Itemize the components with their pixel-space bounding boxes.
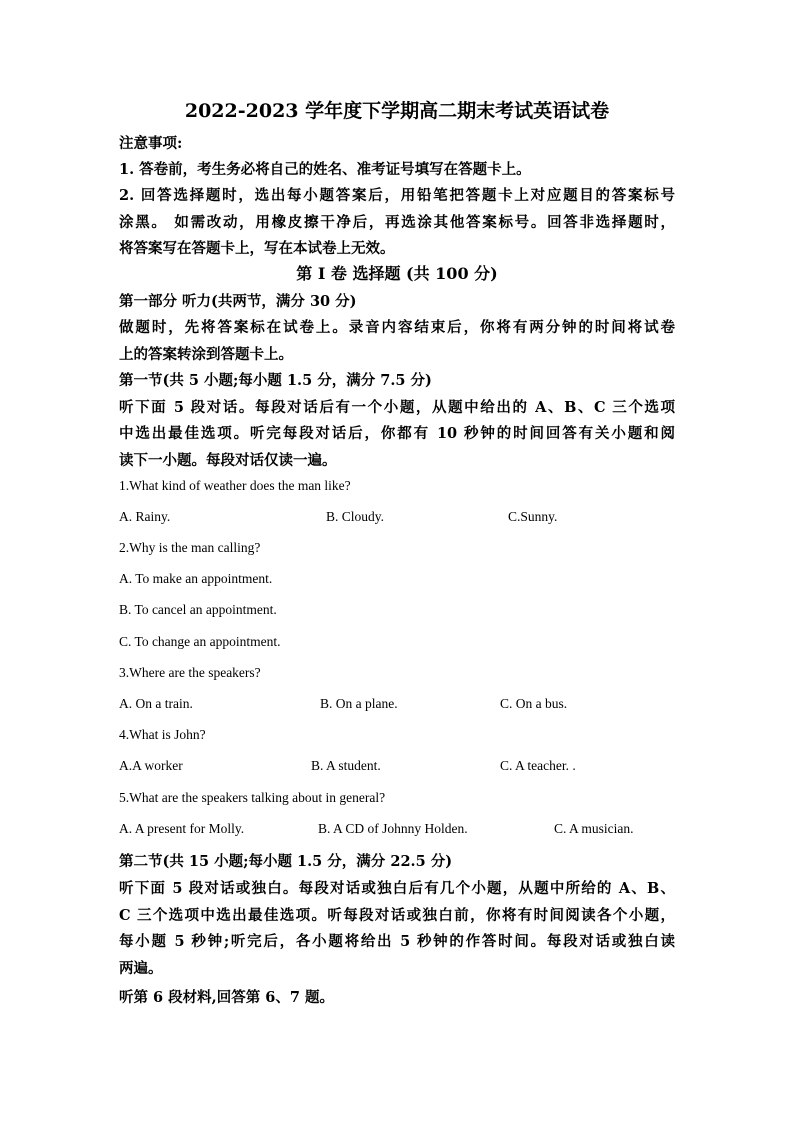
question-stem: 2.Why is the man calling? <box>119 540 261 555</box>
part1-instruction-1: 做题时，先将答案标在试卷上。录音内容结束后，你将有两分钟的时间将试卷 <box>119 319 675 336</box>
question-option: A. Rainy. <box>119 509 171 524</box>
part1-instruction-2: 上的答案转涂到答题卡上。 <box>119 346 293 363</box>
question-stem: 1.What kind of weather does the man like? <box>119 478 351 493</box>
question-option: B. A student. <box>311 758 381 773</box>
volume-heading: 第 Ⅰ 卷 选择题 (共 100 分) <box>296 264 498 283</box>
question-option: A. A present for Molly. <box>119 821 245 836</box>
question-option: B. On a plane. <box>320 696 398 711</box>
section2-instruction-2: C 三个选项中选出最佳选项。听每段对话或独白前，你将有时间阅读各个小题， <box>119 907 675 924</box>
notice-item-2-line-2: 涂黑。 如需改动，用橡皮擦干净后，再选涂其他答案标号。回答非选择题时， <box>119 214 675 231</box>
section1-heading: 第一节(共 5 小题;每小题 1.5 分，满分 7.5 分) <box>119 372 432 389</box>
section1-instruction-2: 中选出最佳选项。听完每段对话后，你都有 10 秒钟的时间回答有关小题和阅 <box>119 425 675 442</box>
notice-heading: 注意事项: <box>119 135 183 152</box>
question-stem: 5.What are the speakers talking about in general? <box>119 790 386 805</box>
section2-heading: 第二节(共 15 小题;每小题 1.5 分，满分 22.5 分) <box>119 853 453 870</box>
question-option: C.Sunny. <box>508 509 558 524</box>
notice-item-2-line-1: 2. 回答选择题时，选出每小题答案后，用铅笔把答题卡上对应题目的答案标号 <box>119 187 675 204</box>
section2-subheading: 听第 6 段材料,回答第 6、7 题。 <box>119 989 335 1006</box>
section2-instruction-1: 听下面 5 段对话或独白。每段对话或独白后有几个小题，从题中所给的 A、B、 <box>119 880 675 897</box>
question-option: C. A teacher. . <box>500 758 576 773</box>
section2-instruction-3: 每小题 5 秒钟;听完后，各小题将给出 5 秒钟的作答时间。每段对话或独白读 <box>119 933 675 950</box>
question-option: A.A worker <box>119 758 183 773</box>
section2-instruction-4: 两遍。 <box>119 960 163 977</box>
exam-title: 2022-2023 学年度下学期高二期末考试英语试卷 <box>184 100 610 122</box>
question-option: C. To change an appointment. <box>119 634 281 649</box>
notice-item-1: 1. 答卷前，考生务必将自己的姓名、准考证号填写在答题卡上。 <box>119 161 531 178</box>
section1-instruction-3: 读下一小题。每段对话仅读一遍。 <box>119 452 337 469</box>
part1-heading: 第一部分 听力(共两节，满分 30 分) <box>119 293 357 310</box>
question-option: A. On a train. <box>119 696 193 711</box>
question-option: B. Cloudy. <box>326 509 385 524</box>
question-option: C. A musician. <box>554 821 634 836</box>
question-option: B. To cancel an appointment. <box>119 602 277 617</box>
question-stem: 3.Where are the speakers? <box>119 665 261 680</box>
section1-instruction-1: 听下面 5 段对话。每段对话后有一个小题，从题中给出的 A、B、C 三个选项 <box>119 399 675 416</box>
question-stem: 4.What is John? <box>119 727 206 742</box>
question-option: C. On a bus. <box>500 696 568 711</box>
notice-item-2-line-3: 将答案写在答题卡上，写在本试卷上无效。 <box>119 240 395 257</box>
question-option: B. A CD of Johnny Holden. <box>318 821 468 836</box>
question-option: A. To make an appointment. <box>119 571 273 586</box>
